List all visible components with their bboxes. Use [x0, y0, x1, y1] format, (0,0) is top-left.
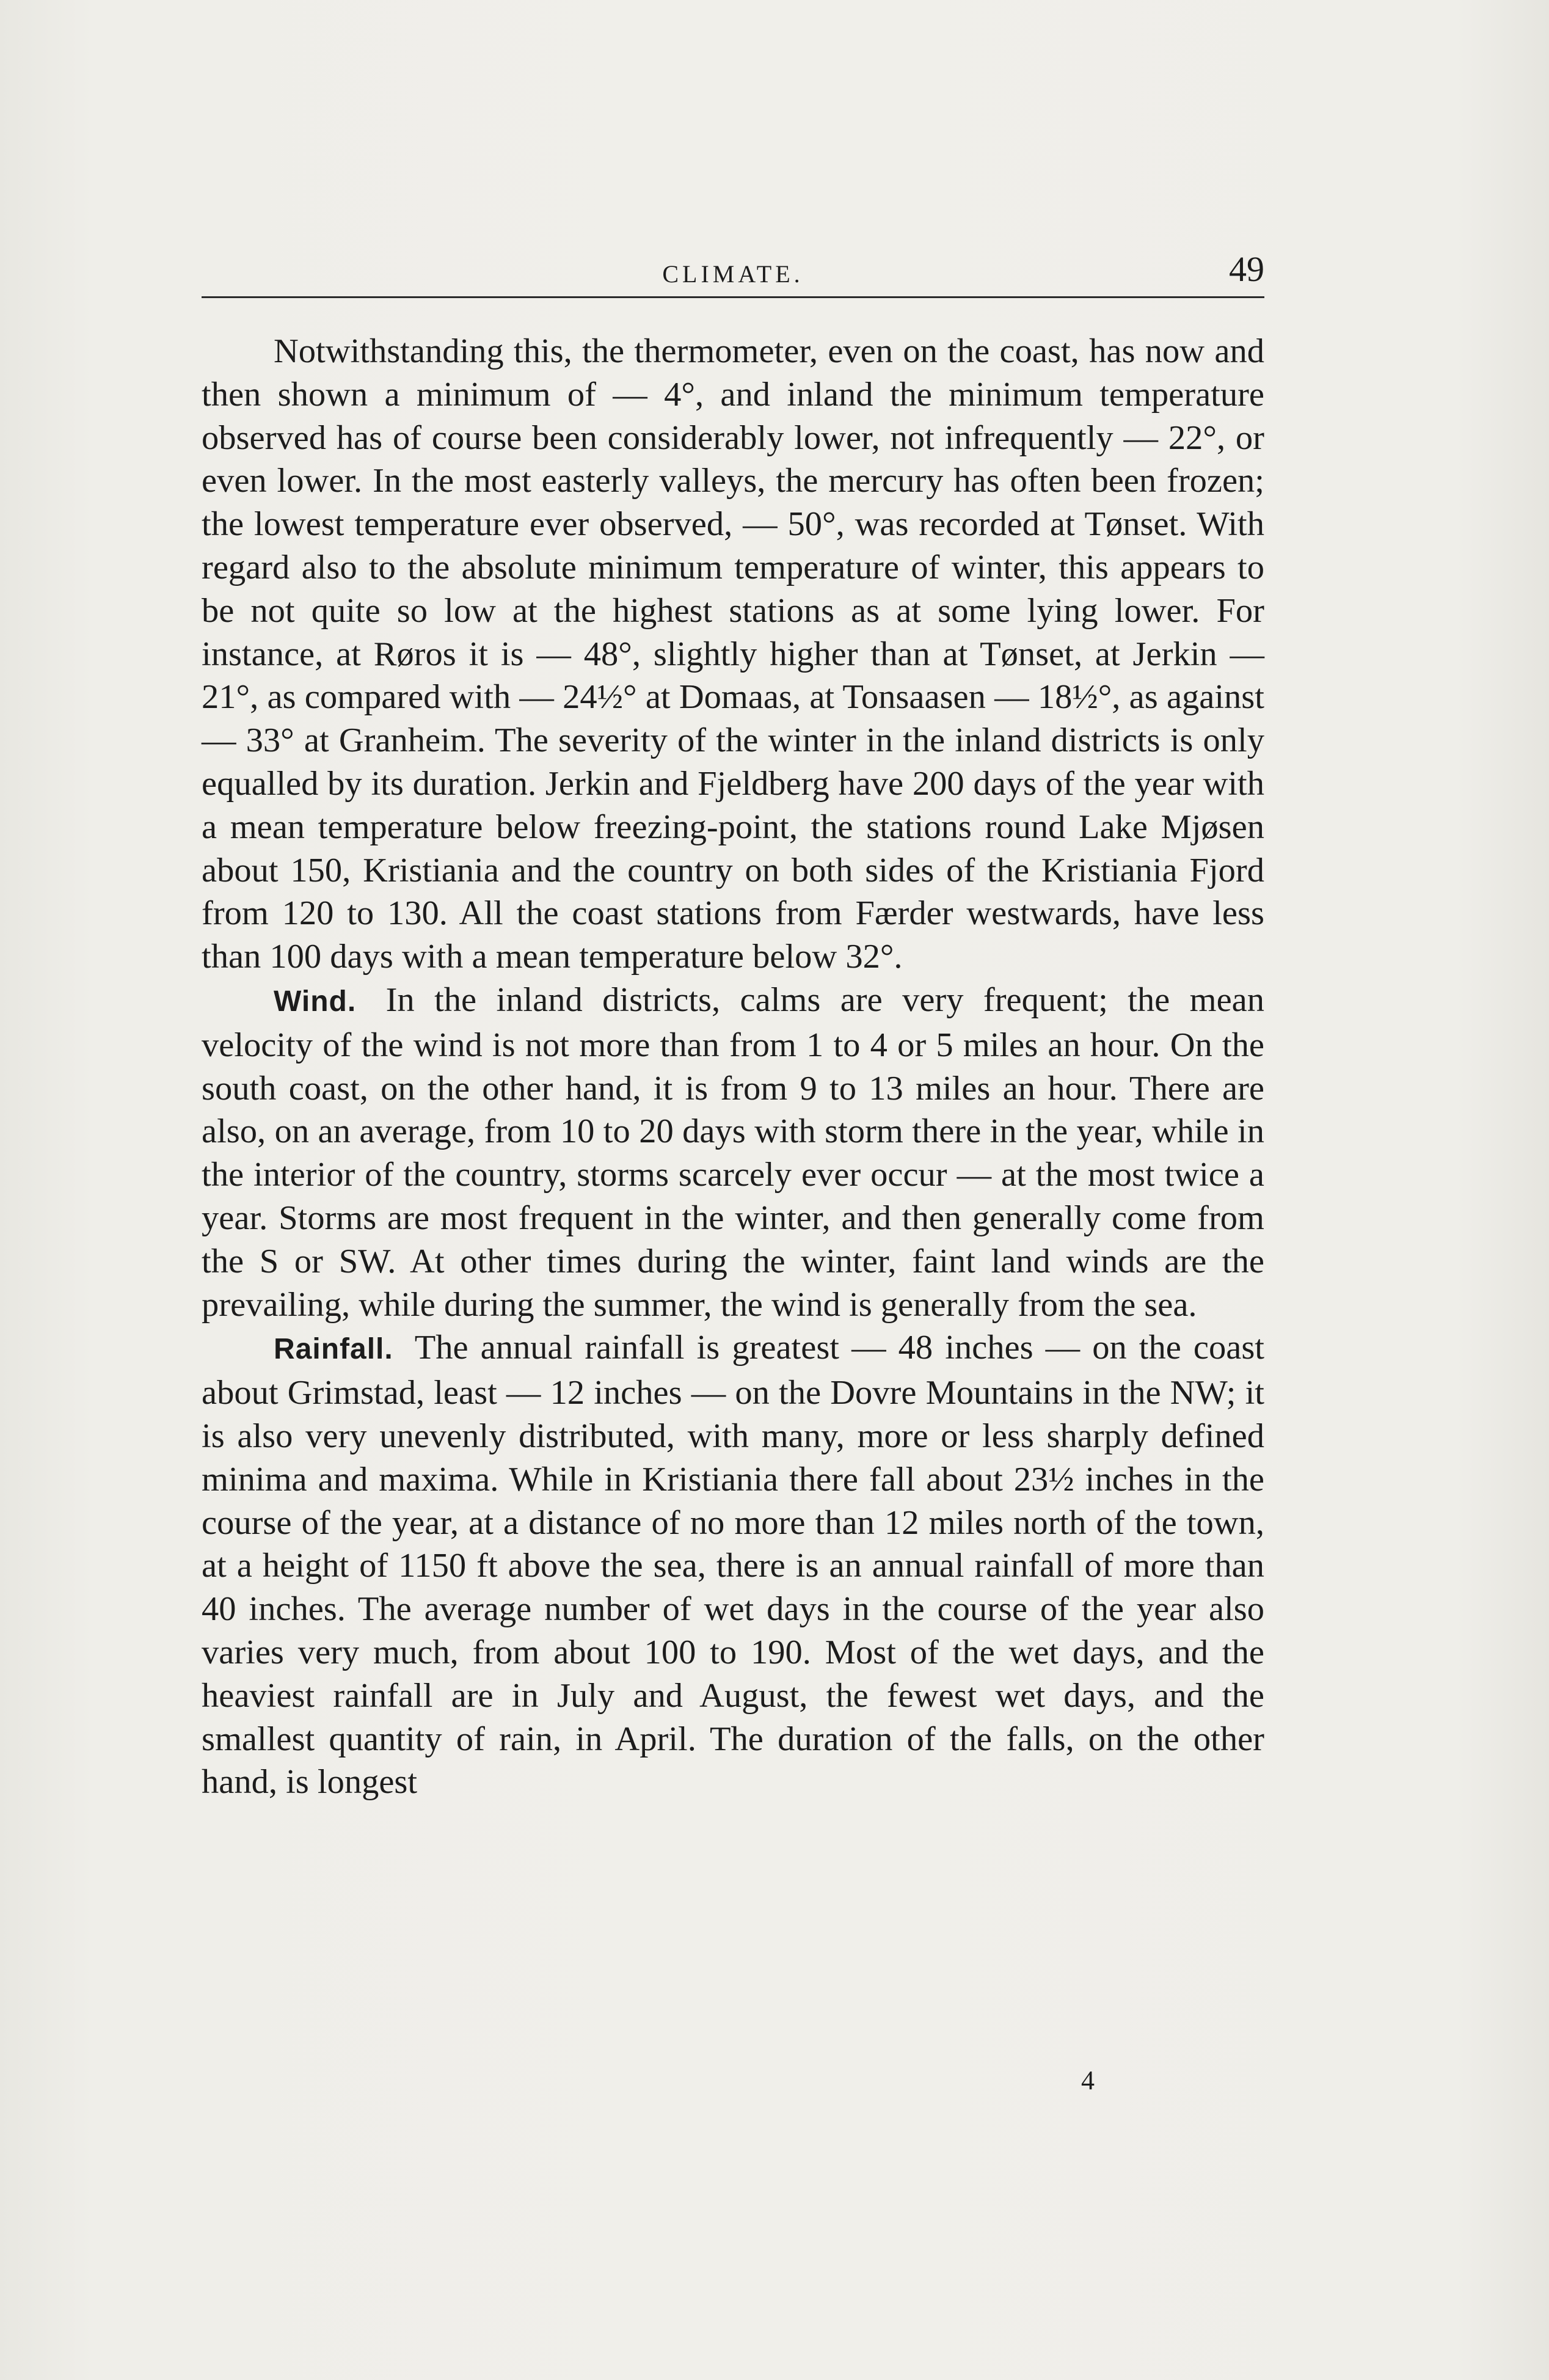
- signature-mark: 4: [1081, 2065, 1095, 2095]
- running-head: CLIMATE.: [662, 260, 804, 288]
- rainfall-side-heading: Rainfall.: [274, 1333, 393, 1366]
- paragraph-rainfall: [202, 1326, 1264, 1804]
- paragraph-temperature: [202, 330, 1264, 979]
- body-text: [202, 330, 1264, 1804]
- wind-side-heading: Wind.: [274, 985, 357, 1018]
- paragraph-wind: [202, 979, 1264, 1326]
- paragraph-rainfall-text: The annual rainfall is greatest — 48 inches — on the coast about Grimstad, least — 12 inches — on the Dovre Mountains in the NW; it is also very unevenly distributed, with many, more or less sharply defined minima and maxima. While in Kristiania there fall about 23½ inches in the course of the year, at a distance of no more than 12 miles north of the town, at a height of 1150 ft above the sea, there is an annual rainfall of more than 40 inches. The average number of wet days in the course of the year also varies very much, from about 100 to 190. Most of the wet days, and the heaviest rainfall are in July and August, the fewest wet days, and the smallest quantity of rain, in April. The duration of the falls, on the other hand, is longest: [202, 1329, 1264, 1801]
- paragraph-temperature-text: Notwithstanding this, the thermometer, even on the coast, has now and then shown a minimum of — 4°, and inland the minimum temperature observed has of course been considerably lower, not infrequently — 22°, or even lower. In the most easterly valleys, the mercury has often been frozen; the lowest temperature ever observed, — 50°, was recorded at Tønset. With regard also to the absolute minimum temperature of winter, this appears to be not quite so low at the highest stations as at some lying lower. For instance, at Røros it is — 48°, slightly higher than at Tønset, at Jerkin — 21°, as compared with — 24½° at Domaas, at Tonsaasen — 18½°, as against — 33° at Granheim. The severity of the winter in the inland districts is only equalled by its duration. Jerkin and Fjeldberg have 200 days of the year with a mean temperature below freezing-point, the stations round Lake Mjøsen about 150, Kristiania and the country on both sides of the Kristiania Fjord from 120 to 130. All the coast stations from Færder westwards, have less than 100 days with a mean temperature below 32°.: [202, 332, 1264, 976]
- page-header: [202, 247, 1264, 298]
- paragraph-wind-text: In the inland districts, calms are very frequent; the mean velocity of the wind is not more than from 1 to 4 or 5 miles an hour. On the south coast, on the other hand, it is from 9 to 13 miles an hour. There are also, on an average, from 10 to 20 days with storm there in the year, while in the interior of the country, storms scarcely ever occur — at the most twice a year. Storms are most frequent in the winter, and then generally come from the S or SW. At other times during the winter, faint land winds are the prevailing, while during the summer, the wind is generally from the sea.: [202, 980, 1264, 1324]
- page-number: 49: [1229, 249, 1264, 289]
